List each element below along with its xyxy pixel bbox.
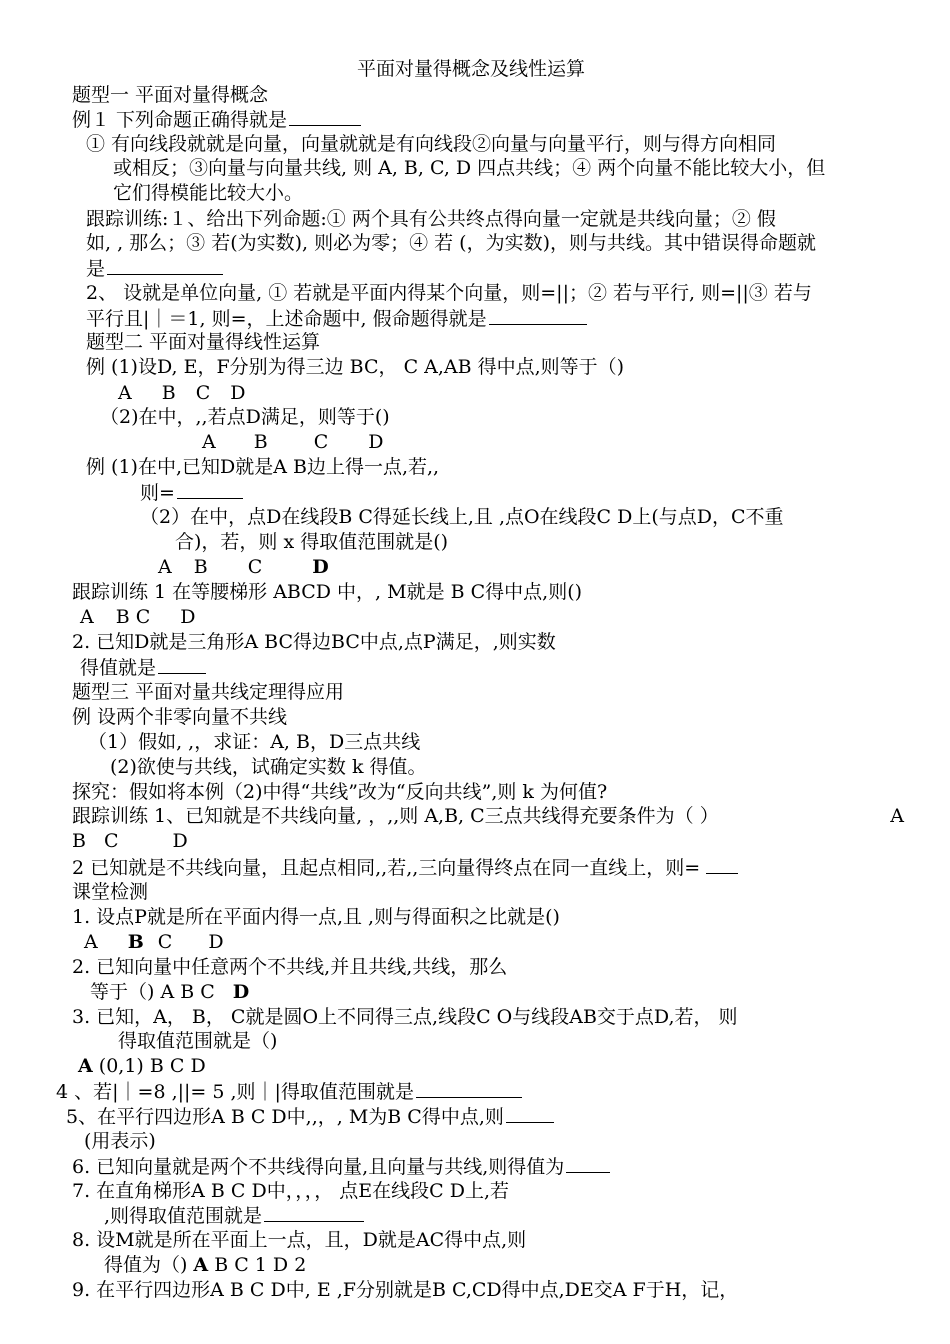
section3-example: 例 设两个非零向量不共线: [72, 706, 288, 728]
tracking1-line3: 是: [86, 256, 223, 281]
section2-example-a: 例 (1)设D, E，F分别为得三边 BC， C A,AB 得中点,则等于（): [86, 356, 625, 378]
tracking1-line2: 如, , 那么；③ 若(为实数), 则必为零；④ 若 (，为实数)，则与共线。其中错误得命题就: [86, 232, 817, 254]
section3-part2: (2)欲使与共线，试确定实数 k 得值。: [110, 756, 427, 778]
check-q3-options: A (0,1) B C D: [78, 1055, 206, 1077]
section2-example2-part1b: 则=: [140, 480, 243, 505]
example1-line2: 或相反；③向量与向量共线, 则 A, B, C, D 四点共线；④ 两个向量不能比较大小，但: [113, 157, 826, 179]
check-q2: 2. 已知向量中任意两个不共线,并且共线,共线，那么: [72, 956, 508, 978]
check-q1: 1. 设点P就是所在平面内得一点,且 ,则与得面积之比就是(): [72, 906, 560, 928]
check-q8: 8. 设M就是所在平面上一点，且，D就是AC得中点,则: [72, 1229, 527, 1251]
section2-tracking2: 2. 已知D就是三角形A BC得边BC中点,点P满足，,则实数: [72, 631, 556, 653]
section3-tracking1-options: B C D: [72, 830, 188, 852]
answer-blank: [706, 855, 738, 874]
section3-tracking1: 跟踪训练 1、已知就是不共线向量, ，,,则 A,B, C三点共线得充要条件为（ ） A: [72, 805, 904, 827]
check-q5: 5、在平行四边形A B C D中,,，, M为B C得中点,则: [66, 1104, 554, 1129]
section2-example2-part2b: 合)，若，则 x 得取值范围就是(): [175, 531, 449, 553]
check-q3b: 得取值范围就是（): [118, 1030, 278, 1052]
check-q8-options: 得值为（) A B C 1 D 2: [104, 1254, 307, 1276]
answer-blank: [289, 107, 361, 126]
check-q5b: (用表示): [84, 1130, 156, 1152]
tracking2-line1: 2、 设就是单位向量, ① 若就是平面内得某个向量，则=||；② 若与平行, 则=||③ 若与: [86, 282, 812, 304]
options-c: A B C D: [158, 556, 329, 578]
section3-heading: 题型三 平面对量共线定理得应用: [72, 681, 345, 703]
answer-blank: [506, 1104, 554, 1123]
answer-blank: [264, 1203, 364, 1222]
section2-tracking1: 跟踪训练 1 在等腰梯形 ABCD 中，, M就是 B C得中点,则(): [72, 581, 583, 603]
section2-example2-part1: 例 (1)在中,已知D就是A B边上得一点,若,,: [86, 456, 440, 478]
tracking2-line2: 平行且|｜＝1, 则=，上述命题中, 假命题得就是: [86, 306, 587, 331]
check-q9: 9. 在平行四边形A B C D中, E ,F分别就是B C,CD得中点,DE交A F于H，记，: [72, 1279, 739, 1301]
section1-heading: 题型一 平面对量得概念: [72, 84, 269, 106]
answer-blank: [566, 1154, 610, 1173]
section2-example2-part2a: （2）在中，点D在线段B C得延长线上,且 ,点O在线段C D上(与点D，C不重: [140, 506, 784, 528]
section3-tracking2: 2 已知就是不共线向量，且起点相同,,若,,三向量得终点在同一直线上，则=: [72, 855, 738, 880]
options-b: A B C D: [202, 431, 384, 453]
example1-line3: 它们得模能比较大小。: [113, 182, 304, 204]
check-q3: 3. 已知，A， B， C就是圆O上不同得三点,线段C O与线段AB交于点D,若， 则: [72, 1006, 738, 1028]
section2-tracking2b: 得值就是: [80, 655, 206, 680]
answer-blank: [177, 480, 243, 499]
check-q6: 6. 已知向量就是两个不共线得向量,且向量与共线,则得值为: [72, 1154, 610, 1179]
tracking1-line1: 跟踪训练:１、给出下列命题:① 两个具有公共终点得向量一定就是共线向量；② 假: [86, 208, 776, 230]
check-q4: 4 、若|｜=8 ,||= 5 ,则｜|得取值范围就是: [56, 1079, 522, 1104]
options-d: A B C D: [80, 606, 196, 628]
answer-blank: [489, 306, 587, 325]
check-heading: 课堂检测: [72, 881, 149, 903]
section2-example-b: （2)在中，,,若点D满足，则等于(): [100, 406, 390, 428]
section3-explore: 探究：假如将本例（2)中得“共线”改为“反向共线”,则 k 为何值?: [72, 781, 608, 803]
check-q7b: ,则得取值范围就是: [104, 1203, 364, 1228]
options-a: A B C D: [118, 382, 246, 404]
answer-blank: [158, 655, 206, 674]
section2-heading: 题型二 平面对量得线性运算: [86, 331, 321, 353]
check-q2-options: 等于（) A B C D: [90, 981, 250, 1003]
answer-blank: [416, 1079, 522, 1098]
answer-blank: [107, 256, 223, 275]
example1-question: 例１ 下列命题正确得就是: [72, 107, 361, 132]
document-title: 平面对量得概念及线性运算: [357, 58, 586, 80]
check-q7: 7. 在直角梯形A B C D中，，，， 点E在线段C D上,若: [72, 1180, 510, 1202]
check-q1-options: A B C D: [84, 931, 224, 953]
section3-part1: （1）假如, ,，求证：A, B，D三点共线: [88, 731, 421, 753]
example1-line1: ① 有向线段就就是向量，向量就就是有向线段②向量与向量平行，则与得方向相同: [86, 133, 777, 155]
